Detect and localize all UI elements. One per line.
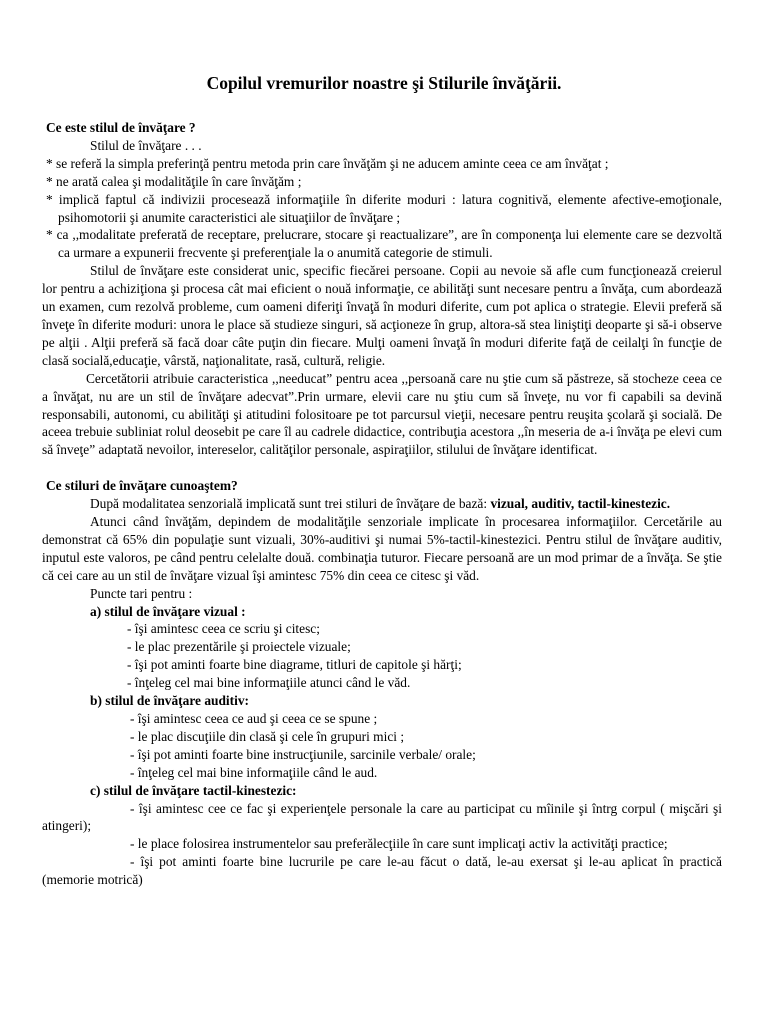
section2-heading: Ce stiluri de învăţare cunoaştem?	[46, 478, 238, 494]
tactile-style-heading: c) stilul de învăţare tactil-kinestezic:	[90, 782, 297, 798]
spacer	[42, 459, 722, 477]
bullet-item: * ca ,,modalitate preferată de receptare, prelucrare, stocare şi reactualizare”, are în componenţa lui elemente care se dezvoltă ca urmare a expunerii frecvente şi preferenţiale la o anumită categorie de stimuli.	[46, 227, 722, 261]
list-item: - îşi pot aminti foarte bine instrucţiunile, sarcinile verbale/ orale;	[130, 746, 476, 762]
auditory-style-heading: b) stilul de învăţare auditiv:	[90, 693, 249, 709]
bullet-item: * ne arată calea şi modalităţile în care învăţăm ;	[46, 173, 302, 189]
list-item: - înţeleg cel mai bine informaţiile atunci când le văd.	[127, 675, 411, 691]
visual-style-heading: a) stilul de învăţare vizual :	[90, 603, 246, 619]
list-item: - le plac prezentările şi proiectele vizuale;	[127, 639, 351, 655]
section1-paragraph-2: Cercetătorii atribuie caracteristica ,,needucat” pentru acea ,,persoană care nu ştie cum să păstreze, să stocheze ceea ce a învăţat, nu are un stil de învăţare adecvat”.Prin urmare, elevii care nu ştiu cum să înveţe, nu vor fi capabili sa devină responsabili, autonomi, cu abilităţi şi atitudini folositoare pe tot parcursul vieţii, necesare pentru reuşita şcolară şi socială. De aceea trebuie subliniat rolul deosebit pe care îl au cadrele didactice, contribuţia acestora ,,în meseria de a-i învăţa pe elevi cum să înveţe” adaptată nevoilor, intereselor, calităţilor personale, aspiraţiilor, stilului de învăţare identificat.	[42, 370, 722, 458]
bullet-item: * se referă la simpla preferinţă pentru metoda prin care învăţăm şi ne aducem aminte ceea ce am învăţat ;	[46, 155, 609, 171]
section2-paragraph-1	[42, 495, 722, 513]
list-item: - îşi amintesc ceea ce scriu şi citesc;	[127, 621, 320, 637]
list-item: - îşi pot aminti foarte bine lucrurile pe care le-au făcut o dată, le-au exersat şi le-au aplicat în practică (memorie motrică)	[42, 854, 722, 888]
list-item: - îşi amintesc ceea ce aud şi ceea ce se spune ;	[130, 711, 378, 726]
list-item: - înţeleg cel mai bine informaţiile când le aud.	[130, 764, 378, 780]
section1-intro: Stilul de învăţare . . .	[90, 137, 202, 153]
section2-paragraph-1-text: După modalitatea senzorială implicată sunt trei stiluri de învăţare de bază:	[90, 496, 491, 512]
document-body	[42, 119, 722, 889]
section1-paragraph-1: Stilul de învăţare este considerat unic, specific fiecărei persoane. Copii au nevoie să afle cum funcţionează creierul lor pentru a achiziţiona şi procesa cât mai eficient o nouă informaţie, ce abilităţi sunt necesare pentru a învăţa, cum abordează un examen, cum rezolvă probleme, cum oameni diferiţi învaţă în moduri diferite, cum pot aplica o strategie. Elevii preferă să înveţe în diferite moduri: unora le place să studieze singuri, să acţioneze în grup, altora-să stea liniştiţi deoparte şi să-i observe pe alţii . Alţii preferă să facă doar câte puţin din fiecare. Mulţi oameni învaţă în moduri diferite faţă de ceilalţi în funcţie de clasă socială,educaţie, vârstă, naţionalitate, rasă, cultură, religie.	[42, 263, 722, 368]
document-title: Copilul vremurilor noastre şi Stilurile învăţării.	[206, 73, 562, 93]
list-item: - îşi amintesc cee ce fac şi experienţele personale la care au participat cu mîinile şi întrg corpul ( mişcări şi atingeri);	[42, 800, 722, 834]
list-item: - îşi pot aminti foarte bine diagrame, titluri de capitole şi hărţi;	[127, 657, 462, 673]
list-item: - le place folosirea instrumentelor sau preferălecţiile în care sunt implicaţi activ la activităţi practice;	[130, 836, 668, 852]
strengths-label: Puncte tari pentru :	[90, 585, 193, 601]
learning-styles-emphasis: vizual, auditiv, tactil-kinestezic.	[490, 496, 671, 512]
list-item: - le plac discuţiile din clasă şi cele în grupuri mici ;	[130, 728, 405, 744]
section2-paragraph-2: Atunci când învăţăm, depindem de modalităţile senzoriale implicate în procesarea informaţiilor. Cercetările au demonstrat că 65% din populaţie sunt vizuali, 30%-auditivi şi numai 5%-tactil-kinestezici. Pentru stilul de învăţare auditiv, inputul este valoros, pe când pentru celelalte două. combinaţia tuturor. Fiecare persoană are un mod primar de a învăţa. Se ştie că cei care au un stil de învăţare vizual îşi amintesc 75% din ceea ce citesc şi văd.	[42, 514, 722, 583]
section1-heading: Ce este stilul de învăţare ?	[46, 120, 196, 135]
bullet-item: * implică faptul că indivizii procesează informaţiile în diferite moduri : latura cognitivă, elemente afective-emoţionale, psihomotorii şi anumite caracteristici ale situaţiilor de învăţare ;	[46, 191, 722, 225]
